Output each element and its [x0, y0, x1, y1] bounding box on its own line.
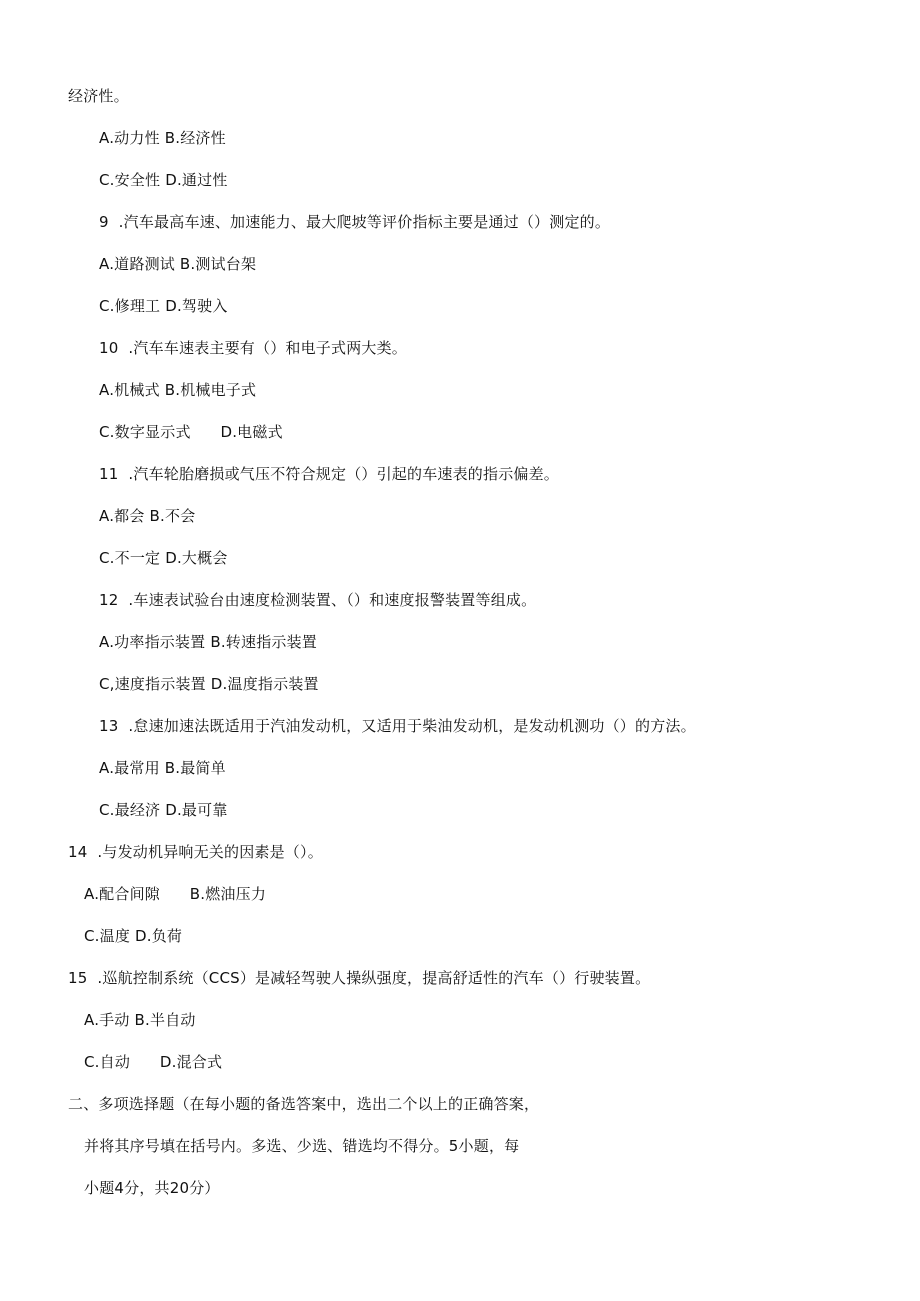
section-heading: 二、多项选择题（在每小题的备选答案中，选出二个以上的正确答案，: [68, 1095, 540, 1113]
option-line: A.机械式 B.机械电子式: [99, 381, 257, 399]
option-line: C.不一定 D.大概会: [99, 549, 228, 567]
option-line: C.修理工 D.驾驶入: [99, 297, 228, 315]
option-line: A.配合间隙 B.燃油压力: [84, 885, 267, 903]
question-11: 11 .汽车轮胎磨损或气压不符合规定（）引起的车速表的指示偏差。: [99, 465, 559, 483]
question-14: 14 .与发动机异响无关的因素是（）。: [68, 843, 323, 861]
section-instructions: 并将其序号填在括号内。多选、少选、错选均不得分。5小题，每: [84, 1137, 520, 1155]
question-10: 10 .汽车车速表主要有（）和电子式两大类。: [99, 339, 407, 357]
text-line: 经济性。: [68, 87, 129, 105]
question-12: 12 .车速表试验台由速度检测装置、（）和速度报警装置等组成。: [99, 591, 537, 609]
option-line: A.道路测试 B.测试台架: [99, 255, 257, 273]
option-line: C.数字显示式 D.电磁式: [99, 423, 283, 441]
option-line: C.自动 D.混合式: [84, 1053, 223, 1071]
option-line: A.功率指示装置 B.转速指示装置: [99, 633, 317, 651]
section-instructions: 小题4分，共20分）: [84, 1179, 220, 1197]
option-line: A.最常用 B.最简单: [99, 759, 226, 777]
option-line: A.手动 B.半自动: [84, 1011, 196, 1029]
option-line: C.安全性 D.通过性: [99, 171, 228, 189]
option-line: A.动力性 B.经济性: [99, 129, 226, 147]
question-15: 15 .巡航控制系统（CCS）是减轻驾驶人操纵强度，提高舒适性的汽车（）行驶装置。: [68, 969, 651, 987]
option-line: A.都会 B.不会: [99, 507, 196, 525]
option-line: C,速度指示装置 D.温度指示装置: [99, 675, 319, 693]
question-9: 9 .汽车最高车速、加速能力、最大爬坡等评价指标主要是通过（）测定的。: [99, 213, 611, 231]
question-13: 13 .怠速加速法既适用于汽油发动机，又适用于柴油发动机，是发动机测功（）的方法。: [99, 717, 696, 735]
option-line: C.温度 D.负荷: [84, 927, 183, 945]
option-line: C.最经济 D.最可靠: [99, 801, 228, 819]
